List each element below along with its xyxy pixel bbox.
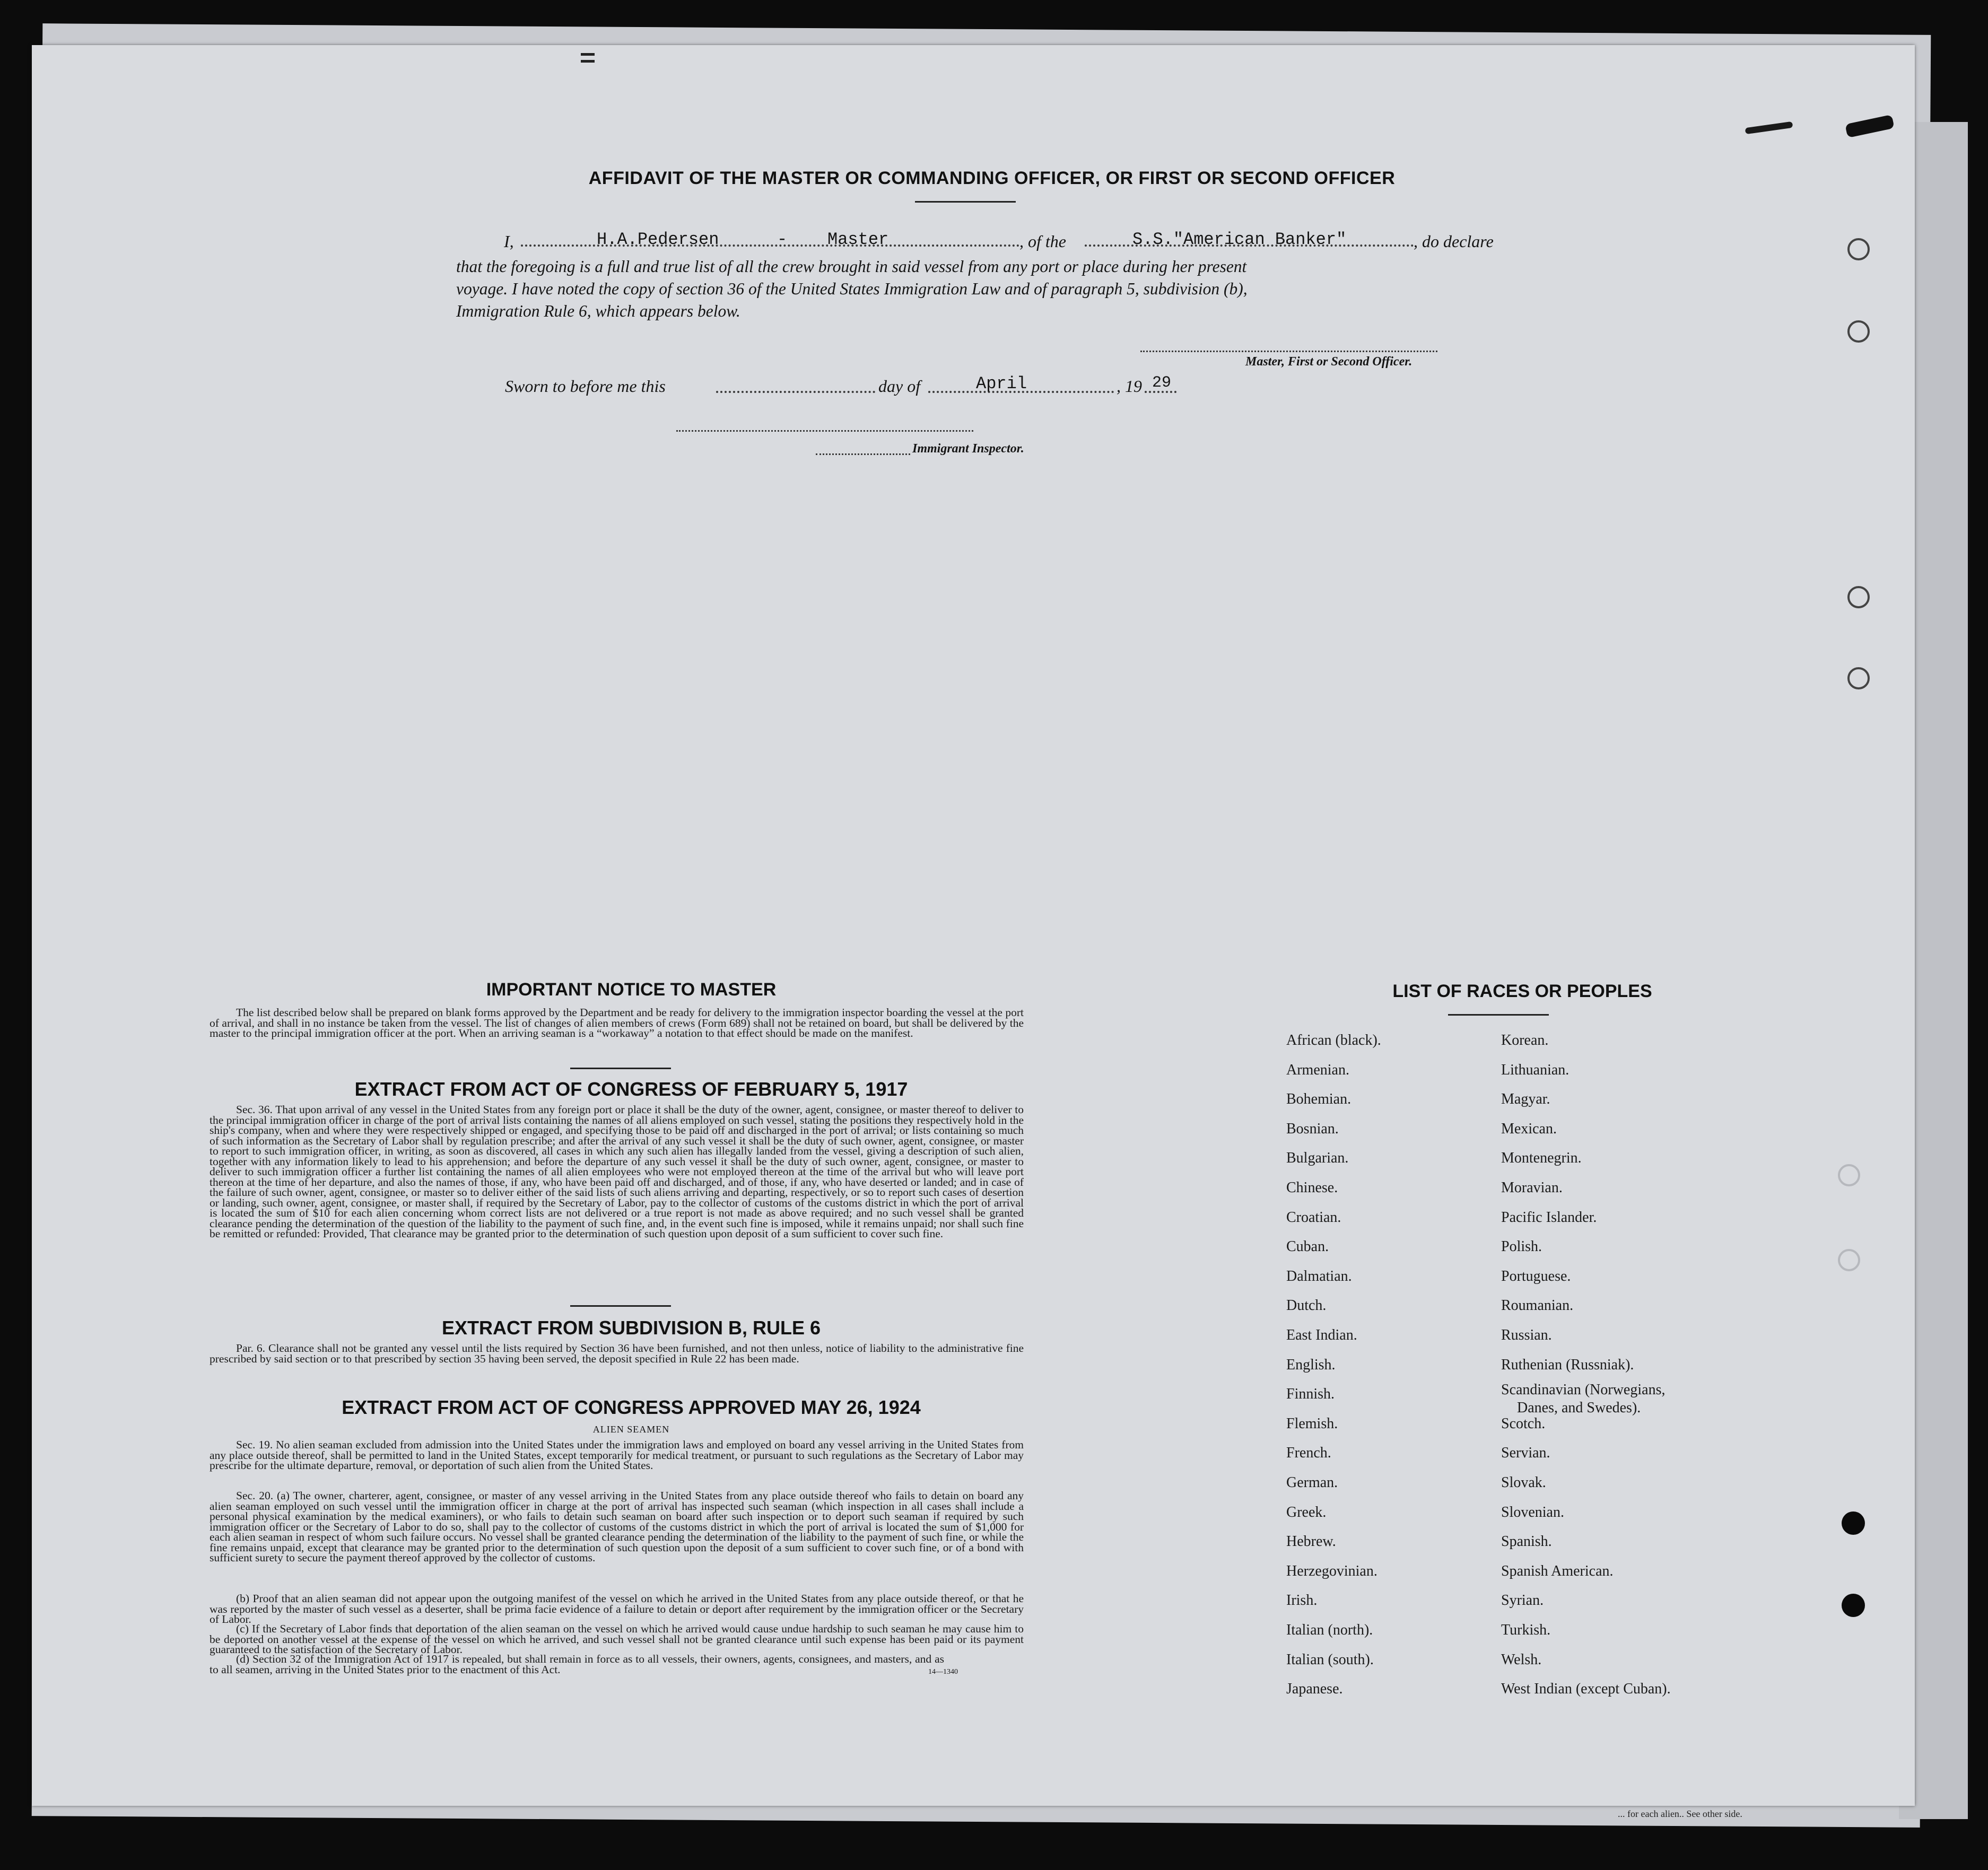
blank-day xyxy=(716,391,875,393)
race-item: Scotch. xyxy=(1501,1415,1546,1432)
vessel-name: S.S."American Banker" xyxy=(1132,230,1347,249)
race-item: Syrian. xyxy=(1501,1592,1544,1609)
race-item: Italian (south). xyxy=(1286,1651,1374,1668)
race-item: Lithuanian. xyxy=(1501,1061,1570,1078)
race-item: Italian (north). xyxy=(1286,1622,1373,1638)
form-page xyxy=(32,45,1915,1806)
year-suffix: 29 xyxy=(1152,374,1172,392)
race-item: English. xyxy=(1286,1356,1336,1373)
extract-1917-text: Sec. 36. That upon arrival of any vessel in the United States from any foreign port or place it shall be the duty of the owner, agent, consignee, or master thereof to deliver to the principal immigration officer in charge of the port of arrival lists containing the names of all aliens employed on such vessel, stating the positions they respectively hold in the ship's company, when and where they were respectively shipped or engaged, and specifying those to be paid off and discharged in the port of arrival; or lists containing so much of such information as the Secretary of Labor shall by regulation prescribe; and after the arrival of any such vessel it shall be the duty of such owner, agent, consignee, or master to report to such immigration officer, in writing, as soon as discovered, all cases in which any such alien has illegally landed from the vessel, giving a description of such alien, together with any information likely to lead to his apprehension; and before the departure of any such vessel it shall be the duty of such owner, agent, consignee, or master to deliver to such immigration officer a further list containing the names of all alien employees who were not employed thereon at the time of the arrival but who will leave port thereon at the time of her departure, and also the names of those, if any, who have been paid off and discharged, and of those, if any, who have deserted or landed; and in case of the failure of such owner, agent, consignee, or master so to deliver either of the said lists of such aliens arriving and departing, respectively, or so to report such cases of desertion or landing, such owner, agent, consignee, or master shall, if required by the Secretary of Labor, pay to the collector of customs of the customs district in which the port of arrival is located the sum of $10 for each alien concerning whom correct lists are not delivered or a true report is not made as above required; and no such vessel shall be granted clearance pending the determination of the question of the liability to the payment of such fine, and, in the event such fine is imposed, while it remains unpaid; nor shall such fine be remitted or refunded: Provided, That clearance may be granted prior to the determination of such question upon deposit of a sum sufficient to cover such fine. xyxy=(210,1103,1024,1240)
affidavit-line-3: voyage. I have noted the copy of section 36 of the United States Immigration Law and of paragraph 5, subdivision (b), xyxy=(456,279,1248,298)
title-underline xyxy=(915,201,1016,203)
punch-hole xyxy=(1842,1511,1865,1535)
day-of: day of xyxy=(878,377,921,396)
tab-mark xyxy=(581,53,595,56)
race-item: Hebrew. xyxy=(1286,1533,1336,1550)
race-item: Scandinavian (Norwegians, xyxy=(1501,1382,1666,1399)
sec-20c-text: (c) If the Secretary of Labor finds that deportation of the alien seaman on the vessel on which he arrived would cause undue hardship to such seaman he may cause him to be deported on another vessel at the expense of the vessel on which he arrived, and such vessel shall not be granted clearance until such expense has been paid or its payment guaranteed to the satisfaction of the Secretary of Labor. xyxy=(210,1622,1024,1656)
race-item: Servian. xyxy=(1501,1445,1550,1462)
ink-blot xyxy=(1745,121,1793,134)
sec-20a-text: Sec. 20. (a) The owner, charterer, agent, consignee, or master of any vessel arriving in the United States from any place outside thereof who fails to detain on board any alien seaman employed on such vessel until the immigration officer in charge at the port of arrival has inspected such seaman (which inspection in all cases shall include a personal physical examination by the medical examiners), or who fails to detain such seaman on board after such inspection or to deport such seaman if required by such immigration officer or the Secretary of Labor to do so, shall pay to the collector of customs of the customs district in which the port of arrival is located the sum of $1,000 for each alien seaman in respect of whom such failure occurs. No vessel shall be granted clearance pending the determination of the liability to the payment of such fine, or while the fine remains unpaid, except that clearance may be granted prior to the determination of such question upon the deposit of a sum sufficient to cover such fine, or of a bond with sufficient surety to secure the payment thereof approved by the collector of customs. xyxy=(210,1489,1024,1564)
signature-line xyxy=(1140,351,1437,352)
alien-seamen-subtitle: ALIEN SEAMEN xyxy=(592,1424,670,1435)
race-item: Pacific Islander. xyxy=(1501,1209,1597,1226)
divider xyxy=(570,1068,671,1069)
race-item: Ruthenian (Russniak). xyxy=(1501,1356,1634,1373)
affidavit-line-4: Immigration Rule 6, which appears below. xyxy=(456,302,740,320)
rank: Master xyxy=(827,230,889,249)
do-declare: , do declare xyxy=(1414,232,1494,251)
form-number: 14—1340 xyxy=(928,1668,958,1676)
race-item: Russian. xyxy=(1501,1327,1552,1343)
binder-hole xyxy=(1847,667,1870,689)
race-item: Slovenian. xyxy=(1501,1504,1564,1521)
race-item: Irish. xyxy=(1286,1592,1318,1609)
race-item: East Indian. xyxy=(1286,1327,1357,1343)
sec-20b-text: (b) Proof that an alien seaman did not appear upon the outgoing manifest of the vessel on which he arrived in the United States from any place outside thereof, or that he was reported by the master of such vessel as a deserter, shall be prima facie evidence of a failure to detain or deport after requirement by the immigration officer or the Secretary of Labor. xyxy=(210,1592,1024,1626)
notice-text: The list described below shall be prepared on blank forms approved by the Department and be ready for delivery to the immigration inspector boarding the vessel at the port of arrival, and shall in no instance be taken from the vessel. The list of changes of alien members of crews (Form 689) shall not be retained on board, but shall be delivered by the master to the principal immigration officer at the port. When an arriving seaman is a “workaway” a notation to that effect should be made on the manifest. xyxy=(210,1006,1024,1039)
race-item: West Indian (except Cuban). xyxy=(1501,1681,1671,1698)
name-dash: - xyxy=(777,230,788,249)
binder-hole xyxy=(1847,586,1870,608)
binder-hole-faint xyxy=(1838,1249,1860,1271)
race-item: Herzegovinian. xyxy=(1286,1562,1377,1579)
race-item: Japanese. xyxy=(1286,1681,1343,1698)
tab-mark xyxy=(581,60,595,63)
race-item: Welsh. xyxy=(1501,1651,1542,1668)
inspector-caption: Immigrant Inspector. xyxy=(912,442,1024,456)
sec-19-text: Sec. 19. No alien seaman excluded from admission into the United States under the immigration laws and employed on board any vessel arriving in the United States from any place outside thereof, shall be permitted to land in the United States, except temporarily for medical treatment, or pursuant to such regulations as the Secretary of Labor may prescribe for the ultimate departure, removal, or deportation of such alien from the United States. xyxy=(210,1438,1024,1472)
race-item: Armenian. xyxy=(1286,1061,1349,1078)
race-item: German. xyxy=(1286,1474,1338,1491)
affidavit-title: AFFIDAVIT OF THE MASTER OR COMMANDING OFFICER, OR FIRST OR SECOND OFFICER xyxy=(588,168,1396,188)
of-the: , of the xyxy=(1019,232,1066,251)
ink-blot xyxy=(1845,115,1894,138)
affidavit-line-2: that the foregoing is a full and true list of all the crew brought in said vessel from any port or place during her present xyxy=(456,257,1247,276)
race-item: Greek. xyxy=(1286,1504,1327,1521)
affidavit-i: I, xyxy=(504,232,514,251)
notice-title: IMPORTANT NOTICE TO MASTER xyxy=(486,980,777,1000)
races-title-underline xyxy=(1448,1014,1549,1016)
inspector-line-short xyxy=(816,453,910,455)
race-item: Spanish. xyxy=(1501,1533,1552,1550)
underlying-text-fragment: ... for each alien.. See other side. xyxy=(1618,1808,1742,1819)
races-title: LIST OF RACES OR PEOPLES xyxy=(1392,981,1652,1001)
race-item: Magyar. xyxy=(1501,1091,1550,1108)
race-item: Flemish. xyxy=(1286,1415,1338,1432)
race-item: Bohemian. xyxy=(1286,1091,1352,1108)
sworn-prefix: Sworn to before me this xyxy=(505,377,666,396)
race-item: Cuban. xyxy=(1286,1238,1329,1255)
race-item: Finnish. xyxy=(1286,1386,1335,1403)
master-name: H.A.Pedersen xyxy=(597,230,719,249)
sec-20d-text: (d) Section 32 of the Immigration Act of 1917 is repealed, but shall remain in force as to all vessels, their owners, agents, consignees, and masters, and as to all seamen, arriving in the United States prior to the enactment of this Act. xyxy=(210,1653,944,1676)
race-item: Dalmatian. xyxy=(1286,1268,1352,1284)
binder-hole xyxy=(1847,320,1870,343)
race-item: Portuguese. xyxy=(1501,1268,1571,1284)
race-item: French. xyxy=(1286,1445,1331,1462)
race-item: Bosnian. xyxy=(1286,1120,1339,1137)
divider xyxy=(570,1305,671,1307)
race-item: Chinese. xyxy=(1286,1179,1338,1196)
year-prefix: , 19 xyxy=(1117,377,1142,396)
race-item: Turkish. xyxy=(1501,1622,1551,1638)
race-item: Mexican. xyxy=(1501,1120,1557,1137)
race-item: Spanish American. xyxy=(1501,1562,1614,1579)
race-item: Roumanian. xyxy=(1501,1297,1574,1314)
race-item: Bulgarian. xyxy=(1286,1150,1349,1167)
race-item: Montenegrin. xyxy=(1501,1150,1582,1167)
binder-hole-faint xyxy=(1838,1164,1860,1186)
signature-caption: Master, First or Second Officer. xyxy=(1245,355,1412,369)
race-item: Croatian. xyxy=(1286,1209,1341,1226)
binder-hole xyxy=(1847,238,1870,260)
race-item: Dutch. xyxy=(1286,1297,1327,1314)
race-item: Polish. xyxy=(1501,1238,1542,1255)
punch-hole xyxy=(1842,1594,1865,1617)
race-item: African (black). xyxy=(1286,1032,1381,1048)
extract-1917-title: EXTRACT FROM ACT OF CONGRESS OF FEBRUARY 5, 1917 xyxy=(354,1078,908,1100)
extract-rule6-text: Par. 6. Clearance shall not be granted any vessel until the lists required by Section 36 have been furnished, and not then unless, notice of liability to the administrative fine prescribed by said section or to that prescribed by section 35 having been served, the deposit specified in Rule 22 has been made. xyxy=(210,1342,1024,1365)
extract-rule6-title: EXTRACT FROM SUBDIVISION B, RULE 6 xyxy=(441,1317,821,1339)
inspector-line xyxy=(676,430,973,432)
extract-1924-title: EXTRACT FROM ACT OF CONGRESS APPROVED MAY 26, 1924 xyxy=(342,1396,921,1418)
race-item-continuation: Danes, and Swedes). xyxy=(1517,1400,1641,1417)
race-item: Slovak. xyxy=(1501,1474,1546,1491)
race-item: Korean. xyxy=(1501,1032,1549,1048)
blank-master xyxy=(521,244,1019,247)
month: April xyxy=(976,374,1027,394)
race-item: Moravian. xyxy=(1501,1179,1563,1196)
